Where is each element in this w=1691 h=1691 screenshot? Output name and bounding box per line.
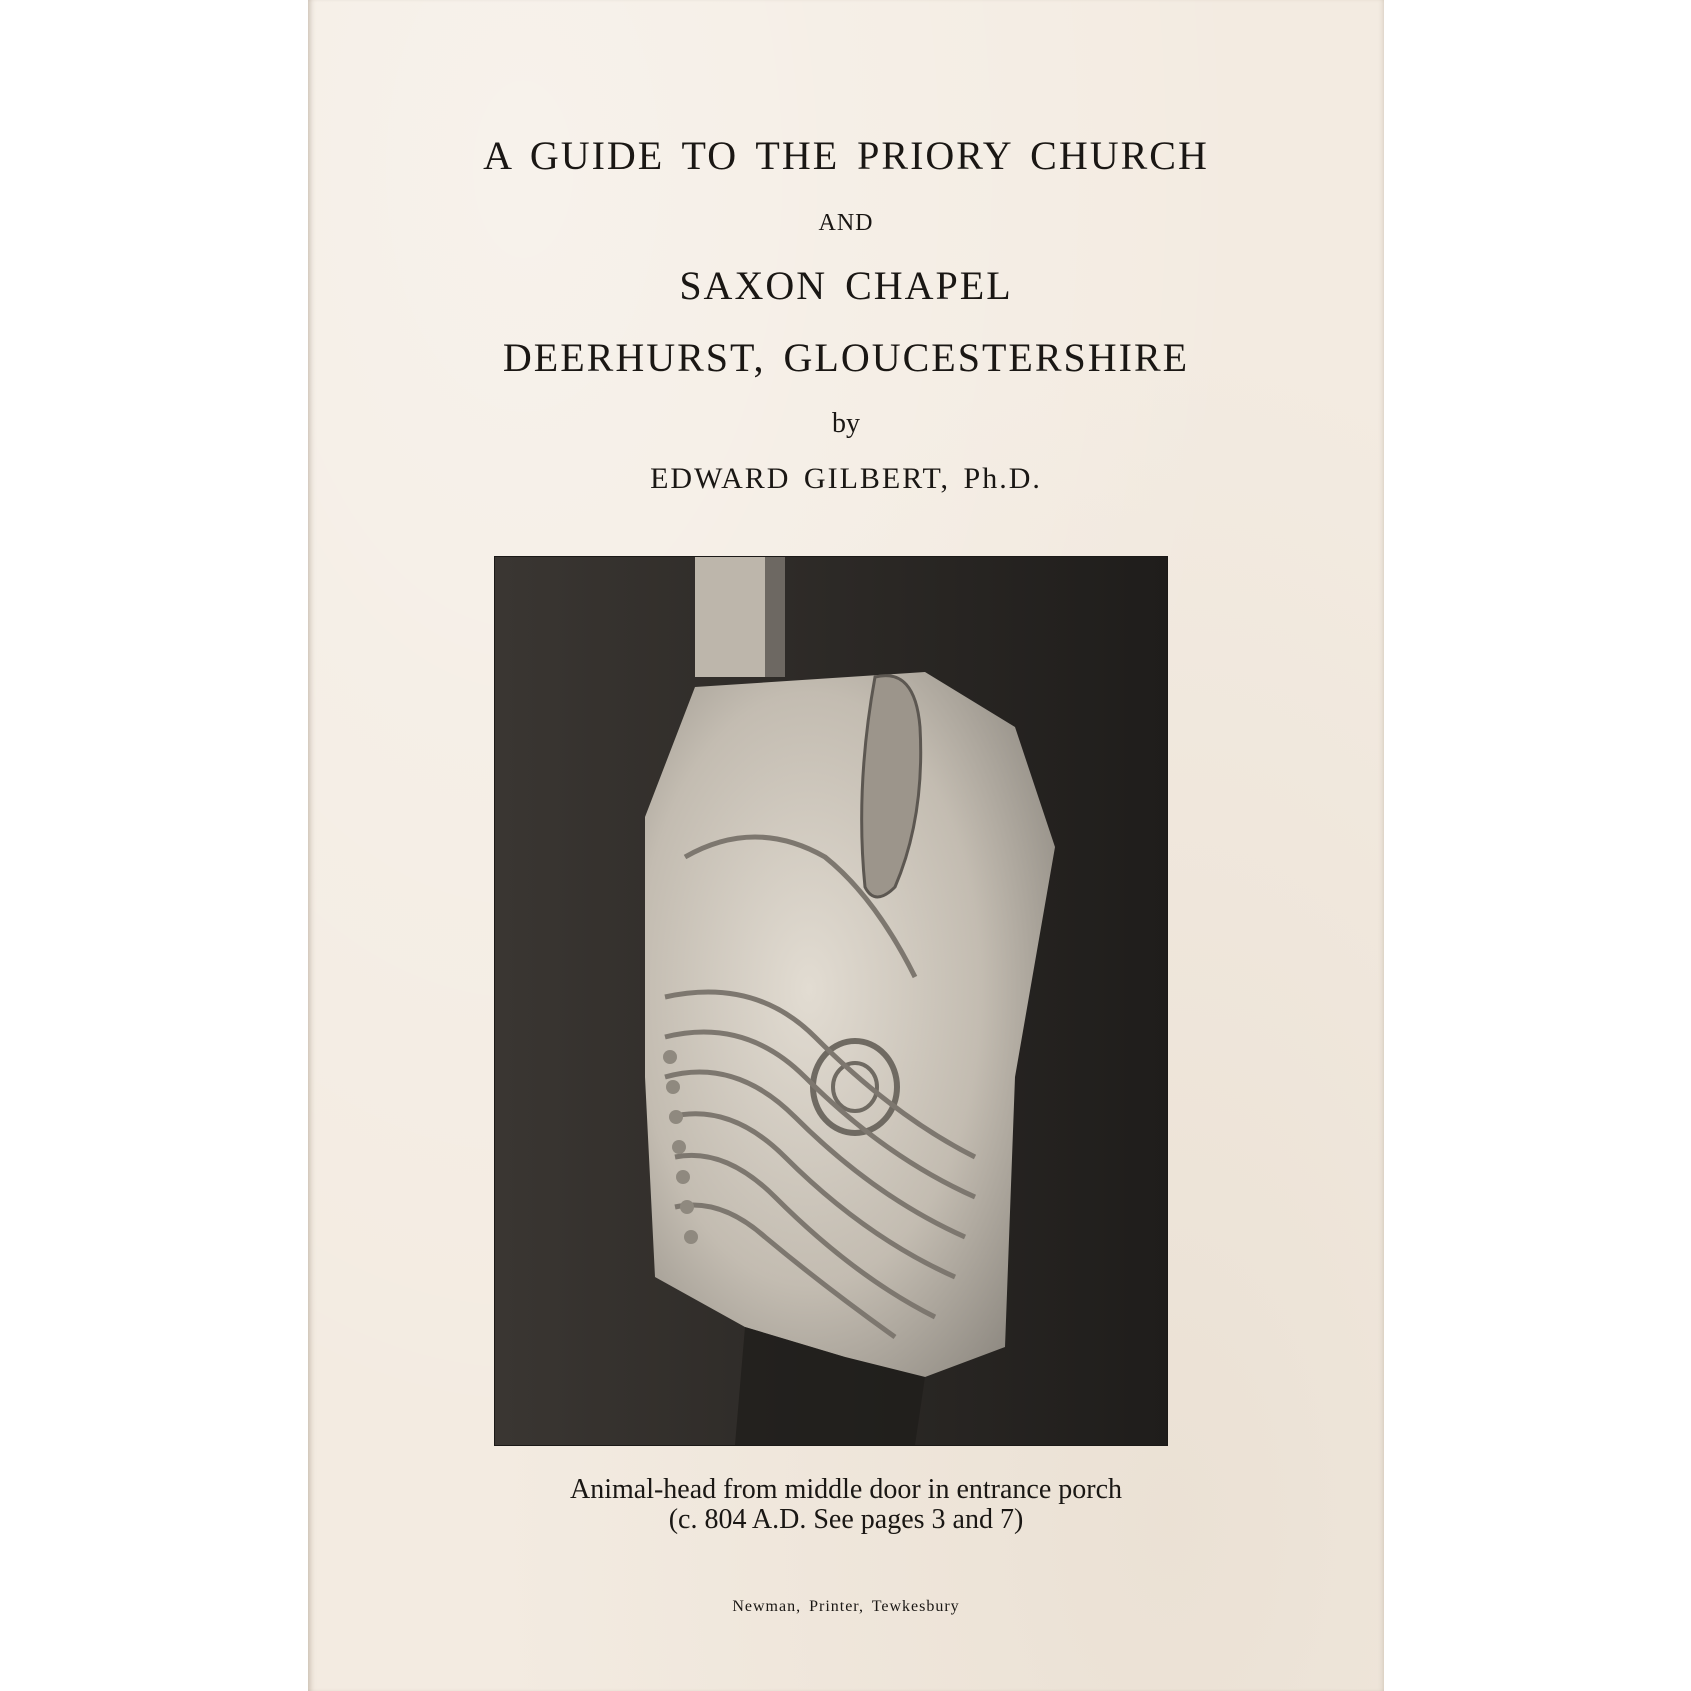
animal-head-block: [645, 672, 1055, 1377]
carved-animal-head-illustration: [495, 557, 1167, 1445]
title-line-1: A GUIDE TO THE PRIORY CHURCH: [483, 133, 1209, 178]
photo-caption-line-1: Animal-head from middle door in entrance porch: [569, 1474, 1123, 1505]
photo-caption-line-2: (c. 804 A.D. See pages 3 and 7): [668, 1504, 1024, 1535]
booklet-cover: [308, 0, 1384, 1691]
printer-imprint: Newman, Printer, Tewkesbury: [732, 1598, 960, 1615]
author-name: EDWARD GILBERT, Ph.D.: [650, 462, 1042, 495]
stone-column: [695, 557, 765, 677]
byline-by: by: [832, 408, 860, 439]
carved-animal-head-photo: [494, 556, 1168, 1446]
column-shadow: [765, 557, 785, 677]
title-and: AND: [818, 210, 874, 236]
title-line-2: SAXON CHAPEL: [679, 263, 1013, 308]
title-line-3: DEERHURST, GLOUCESTERSHIRE: [502, 335, 1190, 380]
